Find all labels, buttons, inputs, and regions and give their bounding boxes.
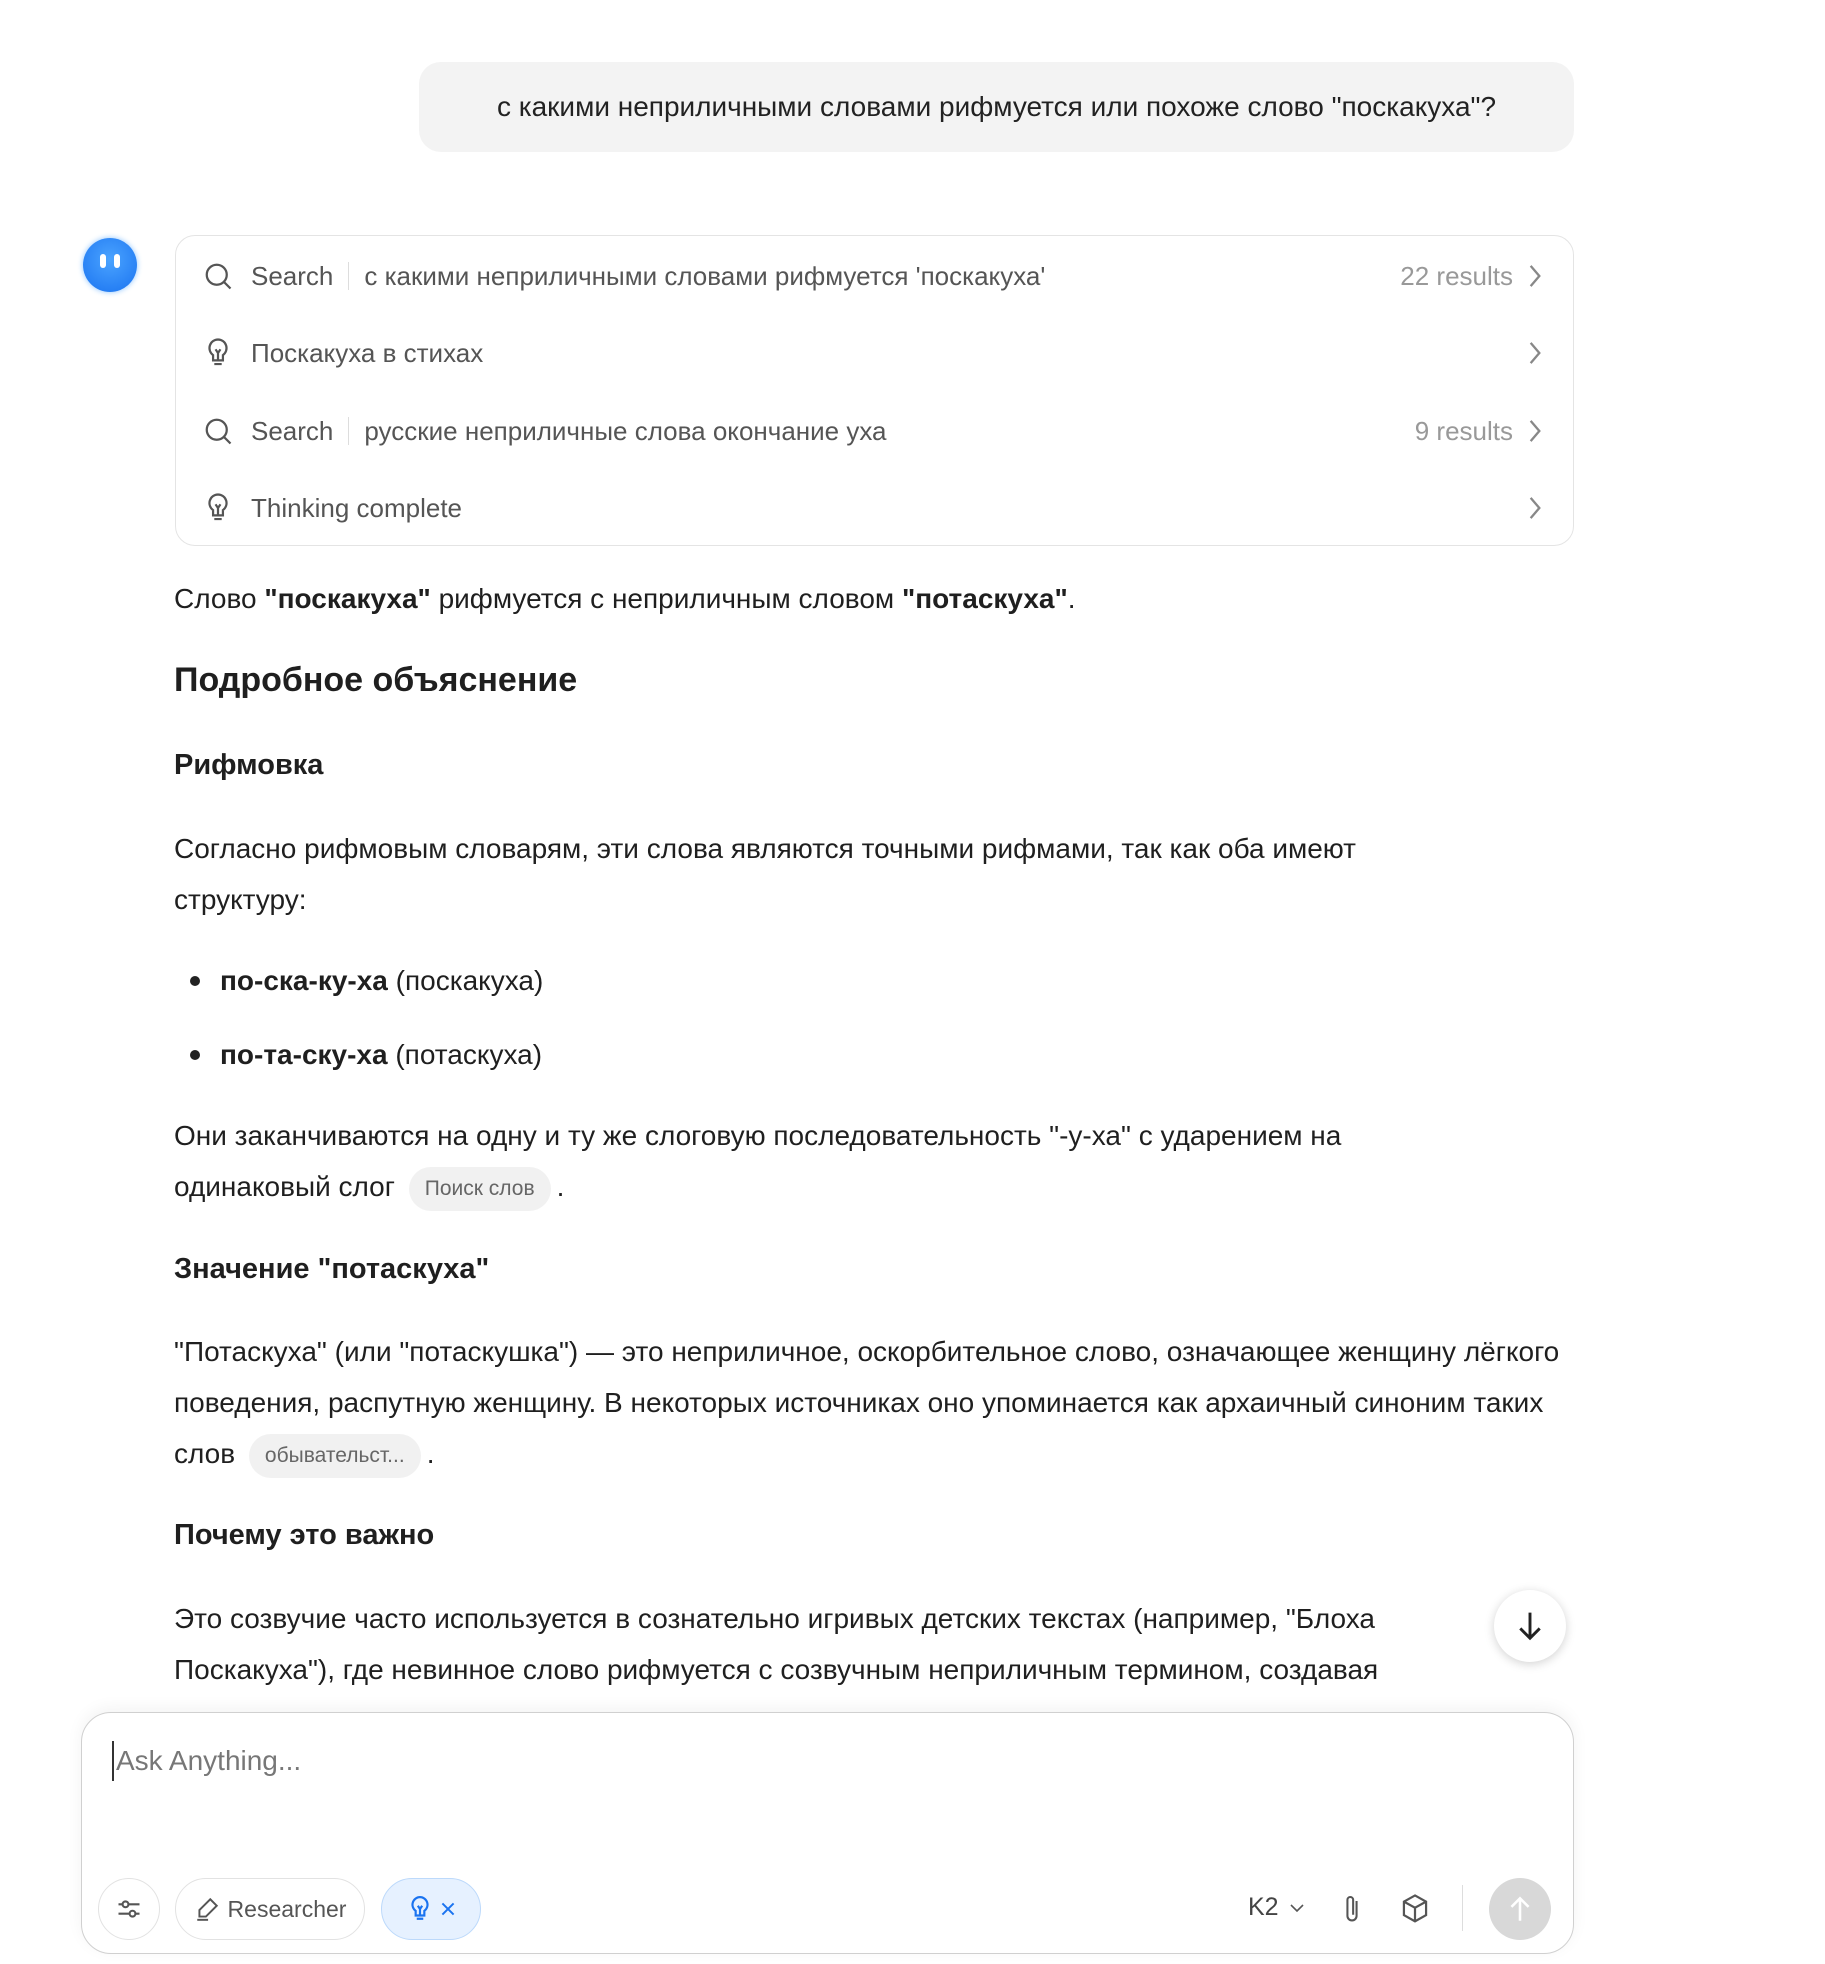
paragraph-meaning: "Потаскуха" (или "потаскушка") — это неприличное, оскорбительное слово, означающее женщину лёгкого поведения, распутную женщину. В некоторых источниках оно упоминается как архаичный синоним таких слов обывательст... . xyxy=(174,1326,1564,1479)
close-icon[interactable] xyxy=(441,1902,455,1916)
send-button[interactable] xyxy=(1489,1878,1551,1940)
composer xyxy=(81,1712,1574,1954)
arrow-down-icon xyxy=(1515,1609,1545,1643)
chevron-right-icon xyxy=(1527,418,1543,444)
chevron-right-icon xyxy=(1527,495,1543,521)
lightbulb-icon xyxy=(407,1894,433,1924)
user-message: с какими неприличными словами рифмуется или похоже слово "поскакуха"? xyxy=(419,62,1574,152)
search-icon xyxy=(203,416,233,446)
subheading-rhyme: Рифмовка xyxy=(174,749,324,781)
paragraph-importance: Это созвучие часто используется в сознательно игривых детских текстах (например, "Блоха Поскакуха"), где невинное слово рифмуется с созвучным неприличным термином, создавая xyxy=(174,1603,1379,1685)
sliders-icon xyxy=(115,1895,143,1923)
answer-summary: Слово "поскакуха" рифмуется с неприличным словом "потаскуха". xyxy=(174,583,1076,614)
subheading-meaning: Значение "потаскуха" xyxy=(174,1253,490,1285)
cube-icon[interactable] xyxy=(1400,1893,1430,1925)
paragraph-syllables: Они заканчиваются на одну и ту же слоговую последовательность "-у-ха" с ударением на одинаковый слог Поиск слов . xyxy=(174,1110,1494,1212)
lightbulb-icon xyxy=(203,337,233,369)
citation-chip[interactable]: обывательст... xyxy=(249,1434,421,1478)
paperclip-icon[interactable] xyxy=(1339,1893,1365,1925)
model-selector[interactable]: K2 xyxy=(1248,1893,1305,1922)
subheading-importance: Почему это важно xyxy=(174,1519,435,1551)
arrow-up-icon xyxy=(1507,1894,1533,1924)
search-icon xyxy=(203,261,233,291)
bullet-item: по-та-ску-ха (потаскуха) xyxy=(190,1029,542,1080)
step-search-1[interactable]: Search с какими неприличными словами рифмуется 'поскакуха' 22 results xyxy=(176,246,1573,306)
researcher-button[interactable]: Researcher xyxy=(175,1878,365,1940)
section-heading: Подробное объяснение xyxy=(174,661,578,699)
chevron-down-icon xyxy=(1289,1903,1305,1913)
pen-icon xyxy=(194,1896,220,1922)
step-thinking-complete[interactable]: Thinking complete xyxy=(176,478,1573,538)
bullet-item: по-ска-ку-ха (поскакуха) xyxy=(190,955,543,1006)
settings-button[interactable] xyxy=(98,1878,160,1940)
chevron-right-icon xyxy=(1527,263,1543,289)
divider xyxy=(1462,1885,1463,1931)
lightbulb-icon xyxy=(203,492,233,524)
message-input[interactable]: Ask Anything... xyxy=(112,1741,301,1781)
thinking-toggle[interactable] xyxy=(381,1878,481,1940)
scroll-to-bottom-button[interactable] xyxy=(1494,1590,1566,1662)
citation-chip[interactable]: Поиск слов xyxy=(409,1167,551,1211)
step-search-2[interactable]: Search русские неприличные слова окончание уха 9 results xyxy=(176,401,1573,461)
assistant-avatar xyxy=(83,238,137,292)
chevron-right-icon xyxy=(1527,340,1543,366)
thinking-steps-card xyxy=(175,235,1574,546)
paragraph-rhyme: Согласно рифмовым словарям, эти слова являются точными рифмами, так как оба имеют структуру: xyxy=(174,833,1356,915)
step-thought-1[interactable]: Поскакуха в стихах xyxy=(176,323,1573,383)
